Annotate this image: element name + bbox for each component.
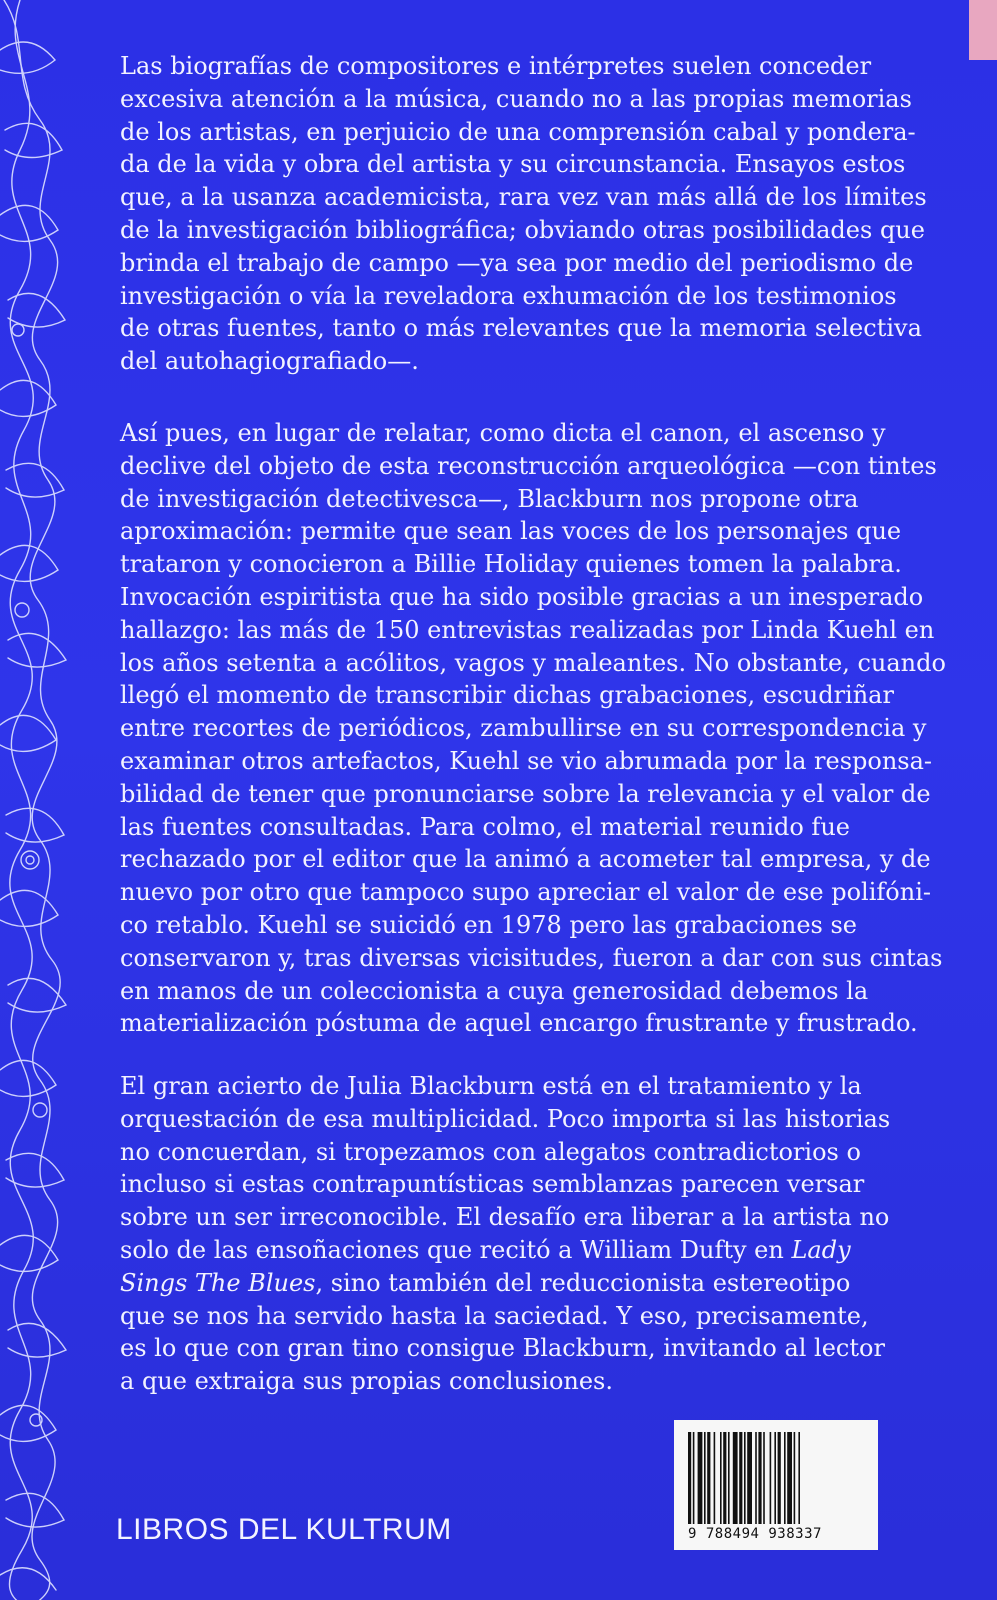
text-line: bilidad de tener que pronunciarse sobre la relevancia y el valor de — [120, 779, 931, 808]
text-line: de otras fuentes, tanto o más relevantes que la memoria selectiva — [120, 314, 922, 343]
text-line: conservaron y, tras diversas vicisitudes, fueron a dar con sus cintas — [120, 943, 943, 972]
floral-pattern-icon — [0, 0, 72, 1600]
book-title-italic: Sings The Blues — [120, 1268, 316, 1297]
text-line: Las biografías de compositores e intérpretes suelen conceder — [120, 52, 872, 80]
text-line: materialización póstuma de aquel encargo frustrante y frustrado. — [120, 1009, 918, 1038]
text-line: los años setenta a acólitos, vagos y maleantes. No obstante, cuando — [120, 648, 946, 677]
barcode-bar — [693, 1432, 695, 1524]
text-line: de la investigación bibliográfica; obviando otras posibilidades que — [120, 215, 925, 244]
text-line: investigación o vía la reveladora exhumación de los testimonios — [120, 281, 897, 310]
text-line: a que extraiga sus propias conclusiones. — [120, 1367, 613, 1396]
paragraph-3 — [120, 1070, 910, 1398]
barcode-bar — [770, 1432, 772, 1524]
text-line: que, a la usanza academicista, rara vez van más allá de los límites — [120, 183, 927, 212]
barcode-bar — [723, 1432, 726, 1524]
barcode-bar — [787, 1432, 792, 1524]
barcode-bar — [704, 1432, 706, 1524]
barcode-bar — [720, 1432, 722, 1524]
text-line: del autohagiografiado—. — [120, 347, 419, 376]
text-line: brinda el trabajo de campo —ya sea por medio del periodismo de — [120, 248, 914, 277]
text-line: incluso si estas contrapuntísticas semblanzas parecen versar — [120, 1170, 865, 1199]
text-line: llegó el momento de transcribir dichas grabaciones, escudriñar — [120, 681, 894, 710]
barcode-bar — [794, 1432, 796, 1524]
paragraph-1 — [120, 50, 927, 378]
barcode-bar — [733, 1432, 738, 1524]
barcode-bar — [739, 1432, 742, 1524]
publisher-logo: LIBROS DEL KULTRUM — [116, 1513, 452, 1546]
pink-edge-strip — [969, 0, 997, 60]
barcode-bar — [714, 1432, 716, 1524]
text-line: orquestación de esa multiplicidad. Poco importa si las historias — [120, 1104, 891, 1133]
text-line: Sings The Blues, sino también del reduccionista estereotipo — [120, 1268, 851, 1297]
text-line: solo de las ensoñaciones que recitó a William Dufty en Lady — [120, 1235, 851, 1264]
barcode-icon — [686, 1432, 866, 1524]
barcode-bar — [784, 1432, 786, 1524]
text-line: sobre un ser irreconocible. El desafío era liberar a la artista no — [120, 1203, 890, 1232]
text-line: da de la vida y obra del artista y su circunstancia. Ensayos estos — [120, 150, 906, 179]
barcode-bar — [755, 1432, 757, 1524]
text-line: excesiva atención a la música, cuando no a las propias memorias — [120, 84, 912, 113]
isbn-number: 9 788494 938337 — [688, 1526, 822, 1542]
barcode-bar — [758, 1432, 761, 1524]
text-line: examinar otros artefactos, Kuehl se vio abrumada por la responsa- — [120, 746, 933, 775]
text-line: nuevo por otro que tampoco supo apreciar el valor de ese polifóni- — [120, 878, 931, 907]
text-line: es lo que con gran tino consigue Blackburn, invitando al lector — [120, 1334, 885, 1363]
text-line: trataron y conocieron a Billie Holiday quienes tomen la palabra. — [120, 550, 902, 579]
text-line: las fuentes consultadas. Para colmo, el material reunido fue — [120, 812, 850, 841]
text-line: rechazado por el editor que la animó a acometer tal empresa, y de — [120, 845, 931, 874]
text-line: declive del objeto de esta reconstrucción arqueológica —con tintes — [120, 451, 937, 480]
text-line: de investigación detectivesca—, Blackburn nos propone otra — [120, 484, 859, 513]
barcode-bar — [774, 1432, 776, 1524]
text-line: Invocación espiritista que ha sido posible gracias a un inesperado — [120, 582, 924, 611]
text-line: de los artistas, en perjuicio de una comprensión cabal y pondera- — [120, 117, 916, 146]
barcode-bar — [744, 1432, 746, 1524]
barcode-bar — [798, 1432, 800, 1524]
text-line: no concuerdan, si tropezamos con alegatos contradictorios o — [120, 1137, 861, 1166]
text-line: El gran acierto de Julia Blackburn está en el tratamiento y la — [120, 1072, 862, 1100]
barcode-bar — [698, 1432, 703, 1524]
barcode-bar — [728, 1432, 730, 1524]
text-line: entre recortes de periódicos, zambullirse en su correspondencia y — [120, 714, 927, 743]
barcode-bar — [747, 1432, 752, 1524]
book-title-italic: Lady — [791, 1235, 851, 1264]
text-line: en manos de un coleccionista a cuya generosidad debemos la — [120, 976, 869, 1005]
barcode-bar — [778, 1432, 781, 1524]
text-line: co retablo. Kuehl se suicidó en 1978 pero las grabaciones se — [120, 910, 858, 939]
barcode — [674, 1420, 878, 1550]
text-line: aproximación: permite que sean las voces de los personajes que — [120, 517, 902, 546]
text-line: Así pues, en lugar de relatar, como dicta el canon, el ascenso y — [120, 419, 886, 447]
text-line: que se nos ha servido hasta la saciedad. Y eso, precisamente, — [120, 1301, 869, 1330]
barcode-bar — [763, 1432, 765, 1524]
barcode-bar — [688, 1432, 691, 1524]
barcode-bar — [707, 1432, 710, 1524]
paragraph-2 — [120, 417, 946, 1040]
text-line: hallazgo: las más de 150 entrevistas realizadas por Linda Kuehl en — [120, 615, 935, 644]
